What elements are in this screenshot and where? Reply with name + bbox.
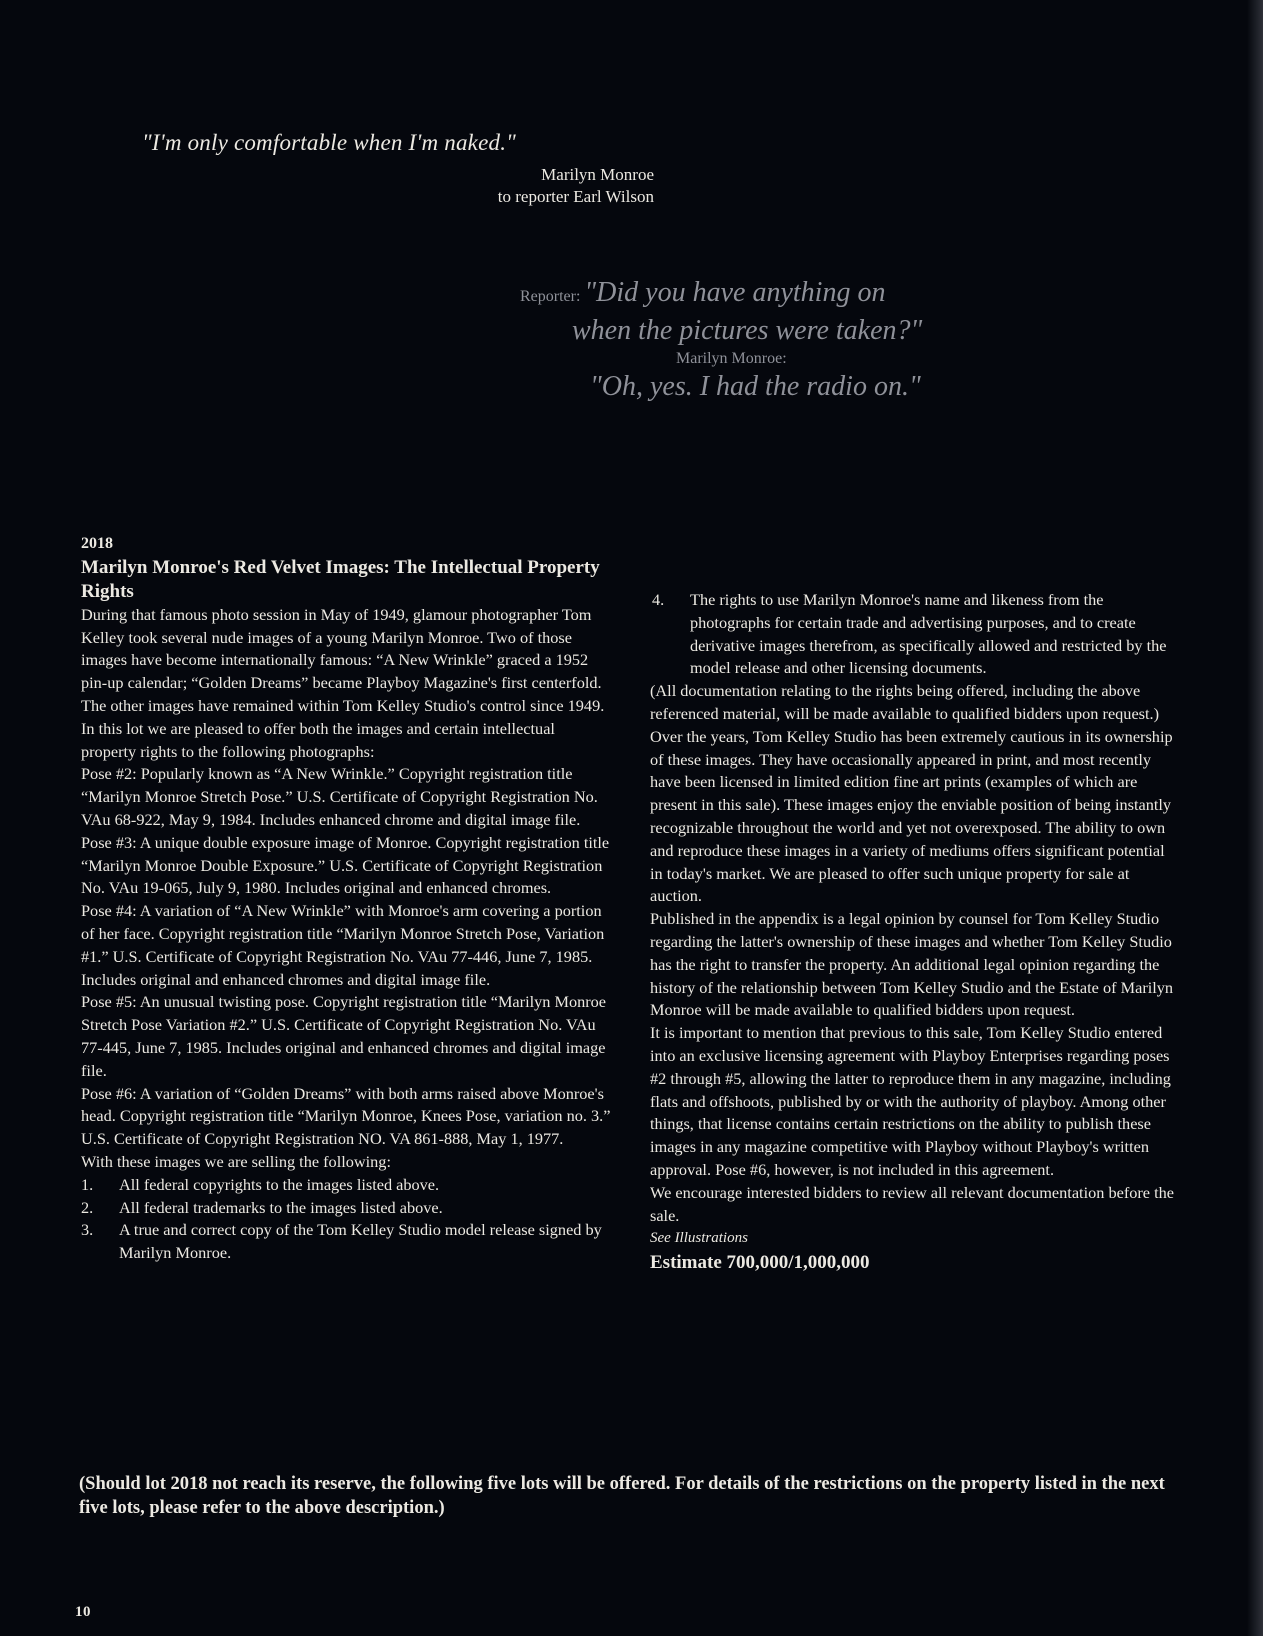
- page-number: 10: [75, 1604, 91, 1620]
- reserve-footnote: (Should lot 2018 not reach its reserve, the following five lots will be offered. For details of the restrictions on the property listed in the next five lots, please refer to the above description.): [79, 1474, 1165, 1518]
- answer-text: "Oh, yes. I had the radio on.": [590, 371, 921, 402]
- pull-quote-radio: [520, 276, 940, 404]
- quote-text: "I'm only comfortable when I'm naked.": [142, 130, 517, 155]
- licensing-paragraph: It is important to mention that previous to this sale, Tom Kelley Studio entered into an exclusive licensing agreement with Playboy Enterprises regarding poses #2 through #5, allowing the latter to reproduce them in any magazine, including flats and offshoots, published by or with the authority of playboy. Among other things, that license contains certain restrictions on the ability to publish these images in any magazine competitive with Playboy without Playboy's written approval. Pose #6, however, is not included in this agreement.: [650, 1023, 1171, 1179]
- list-item: 2. All federal trademarks to the images listed above.: [81, 1197, 443, 1217]
- list-item: 4. The rights to use Marilyn Monroe's name and likeness from the photographs for certain trade and advertising purposes, and to create derivative images therefrom, as specifically allowed and restricted by the model release and other licensing documents.: [652, 590, 1167, 678]
- see-illustrations: See Illustrations: [650, 1230, 748, 1247]
- question-line-1: "Did you have anything on: [584, 277, 886, 308]
- estimate: Estimate 700,000/1,000,000: [650, 1252, 870, 1274]
- question-line-2: when the pictures were taken?": [572, 315, 923, 346]
- selling-intro: With these images we are selling the following:: [81, 1151, 391, 1171]
- pose-4: Pose #4: A variation of “A New Wrinkle” with Monroe's arm covering a portion of her face. Copyright registration title “Marilyn Monroe Stretch Pose, Variation #1.” U.S. Certificate of Copyright Registration No. VAu 77-446, June 7, 1985. Includes original and enhanced chromes and digital image file.: [81, 901, 605, 989]
- attribution-name: Marilyn Monroe: [541, 165, 654, 184]
- pose-6: Pose #6: A variation of “Golden Dreams” with both arms raised above Monroe's head. Copyright registration title “Marilyn Monroe, Knees Pose, variation no. 3.” U.S. Certificate of Copyright Registration NO. VA 861-888, May 1, 1977.: [81, 1083, 611, 1149]
- lot-title: Marilyn Monroe's Red Velvet Images: The Intellectual Property Rights: [81, 556, 600, 602]
- list-item: 3. A true and correct copy of the Tom Kelley Studio model release signed by Marilyn Monroe.: [81, 1220, 602, 1263]
- reporter-label: Reporter:: [520, 288, 581, 305]
- lot-number: 2018: [81, 535, 113, 552]
- answer-label: Marilyn Monroe:: [676, 350, 787, 367]
- quote-attribution: [142, 164, 662, 208]
- ownership-paragraph: Over the years, Tom Kelley Studio has been extremely cautious in its ownership of these images. They have occasionally appeared in print, and most recently have been licensed in limited edition fine art prints (examples of which are present in this sale). These images enjoy the enviable position of being instantly recognizable throughout the world and yet not overexposed. The ability to own and reproduce these images in a variety of mediums offers significant potential in today's market. We are pleased to offer such unique property for sale at auction.: [650, 726, 1173, 906]
- page-binding-edge: [1247, 0, 1263, 1636]
- list-item: 1. All federal copyrights to the images listed above.: [81, 1174, 440, 1194]
- pose-3: Pose #3: A unique double exposure image of Monroe. Copyright registration title “Marilyn Monroe Double Exposure.” U.S. Certificate of Copyright Registration No. VAu 19-065, July 9, 1980. Includes original and enhanced chromes.: [81, 832, 610, 898]
- review-paragraph: We encourage interested bidders to review all relevant documentation before the sale.: [650, 1182, 1174, 1225]
- legal-opinion-paragraph: Published in the appendix is a legal opinion by counsel for Tom Kelley Studio regarding the latter's ownership of these images and whether Tom Kelley Studio has the right to transfer the property. An additional legal opinion regarding the history of the relationship between Tom Kelley Studio and the Estate of Marilyn Monroe will be made available to qualified bidders upon request.: [650, 909, 1174, 1020]
- pose-5: Pose #5: An unusual twisting pose. Copyright registration title “Marilyn Monroe Stretch Pose Variation #2.” U.S. Certificate of Copyright Registration No. VAu 77-445, June 7, 1985. Includes original and enhanced chromes and digital image file.: [81, 992, 607, 1080]
- lot-intro: During that famous photo session in May of 1949, glamour photographer Tom Kelley took several nude images of a young Marilyn Monroe. Two of those images have become internationally famous: “A New Wrinkle” graced a 1952 pin-up calendar; “Golden Dreams” became Playboy Magazine's first centerfold. The other images have remained within Tom Kelley Studio's control since 1949. In this lot we are pleased to offer both the images and certain intellectual property rights to the following photographs:: [81, 604, 605, 761]
- pull-quote-naked: [142, 130, 662, 208]
- lot-description-right-column: [650, 589, 1175, 1276]
- attribution-context: to reporter Earl Wilson: [497, 187, 654, 206]
- pose-2: Pose #2: Popularly known as “A New Wrinkle.” Copyright registration title “Marilyn Monroe Stretch Pose.” U.S. Certificate of Copyright Registration No. VAu 68-922, May 9, 1984. Includes enhanced chrome and digital image file.: [81, 764, 598, 829]
- documentation-note: (All documentation relating to the rights being offered, including the above referenced material, will be made available to qualified bidders upon request.): [650, 681, 1160, 723]
- lot-description-left-column: [81, 533, 611, 1265]
